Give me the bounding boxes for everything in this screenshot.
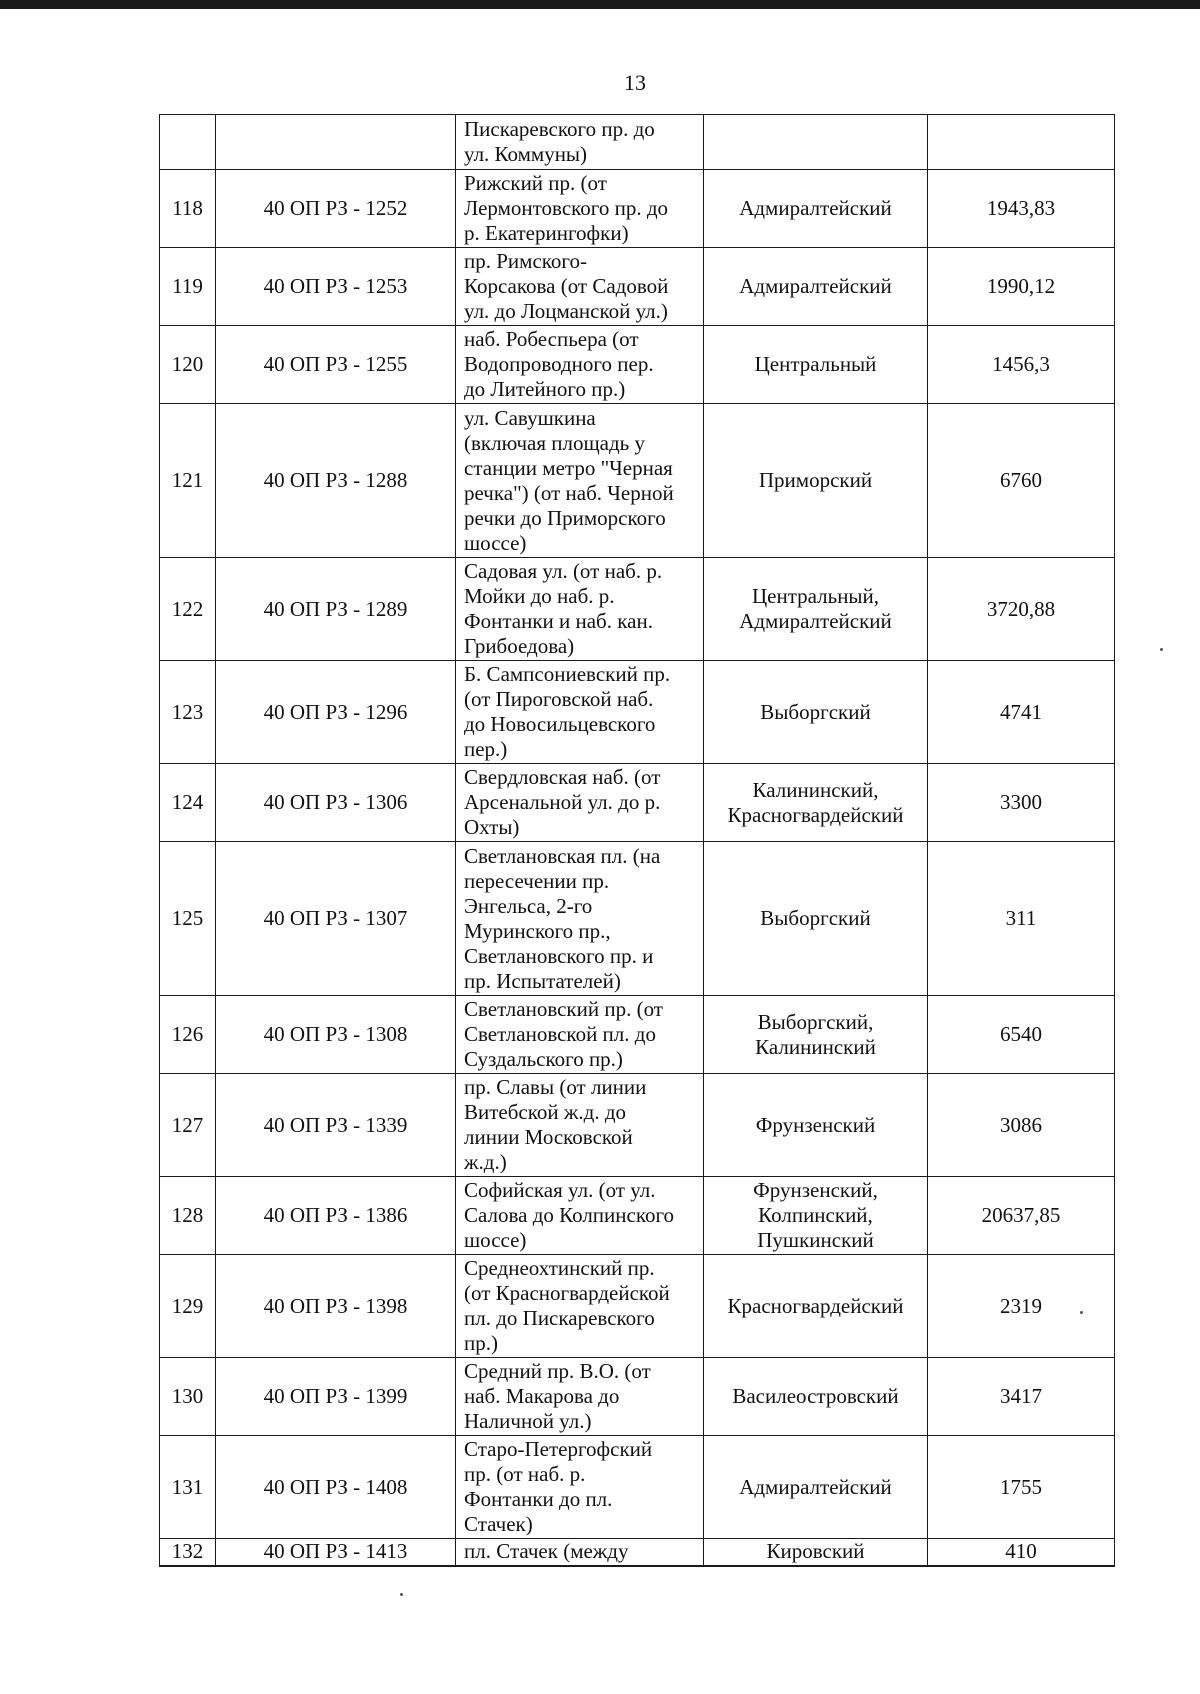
row-number: 130	[160, 1358, 216, 1436]
road-code: 40 ОП РЗ - 1413	[216, 1539, 456, 1566]
row-number: 131	[160, 1436, 216, 1539]
district	[704, 115, 928, 170]
road-code: 40 ОП РЗ - 1252	[216, 170, 456, 248]
row-number: 126	[160, 996, 216, 1074]
district: Фрунзенский	[704, 1074, 928, 1177]
road-code: 40 ОП РЗ - 1255	[216, 326, 456, 404]
road-length: 1990,12	[928, 248, 1115, 326]
roads-table	[159, 114, 1115, 1567]
table-row	[160, 764, 1115, 842]
road-length: 3720,88	[928, 558, 1115, 661]
table-row	[160, 326, 1115, 404]
row-number: 122	[160, 558, 216, 661]
road-name: Пискаревского пр. до ул. Коммуны)	[456, 115, 704, 170]
table-row	[160, 1177, 1115, 1255]
road-name: Рижский пр. (от Лермонтовского пр. до р. Екатерингофки)	[456, 170, 704, 248]
row-number: 132	[160, 1539, 216, 1566]
district: Выборгский	[704, 842, 928, 996]
district: Василеостровский	[704, 1358, 928, 1436]
district: Адмиралтейский	[704, 248, 928, 326]
road-length: 4741	[928, 661, 1115, 764]
road-name: Средний пр. В.О. (от наб. Макарова до Наличной ул.)	[456, 1358, 704, 1436]
road-length: 3086	[928, 1074, 1115, 1177]
row-number: 129	[160, 1255, 216, 1358]
district: Адмиралтейский	[704, 170, 928, 248]
district: Калининский, Красногвардейский	[704, 764, 928, 842]
road-name: Б. Сампсониевский пр. (от Пироговской наб. до Новосильцевского пер.)	[456, 661, 704, 764]
table-row	[160, 842, 1115, 996]
road-code: 40 ОП РЗ - 1296	[216, 661, 456, 764]
road-code: 40 ОП РЗ - 1289	[216, 558, 456, 661]
district: Выборгский, Калининский	[704, 996, 928, 1074]
road-code: 40 ОП РЗ - 1398	[216, 1255, 456, 1358]
district: Приморский	[704, 404, 928, 558]
road-code: 40 ОП РЗ - 1399	[216, 1358, 456, 1436]
page-number: 13	[624, 70, 646, 95]
table-row	[160, 1358, 1115, 1436]
table-row	[160, 248, 1115, 326]
road-code	[216, 115, 456, 170]
road-name: Свердловская наб. (от Арсенальной ул. до р. Охты)	[456, 764, 704, 842]
scan-speck	[1080, 1311, 1083, 1314]
road-length: 6760	[928, 404, 1115, 558]
road-length: 3417	[928, 1358, 1115, 1436]
row-number: 123	[160, 661, 216, 764]
road-length: 1943,83	[928, 170, 1115, 248]
road-length: 6540	[928, 996, 1115, 1074]
row-number: 119	[160, 248, 216, 326]
table-row	[160, 558, 1115, 661]
table-row	[160, 1074, 1115, 1177]
road-length: 311	[928, 842, 1115, 996]
row-number: 128	[160, 1177, 216, 1255]
road-name: пр. Славы (от линии Витебской ж.д. до линии Московской ж.д.)	[456, 1074, 704, 1177]
table-row	[160, 170, 1115, 248]
road-name: наб. Робеспьера (от Водопроводного пер. до Литейного пр.)	[456, 326, 704, 404]
table-row	[160, 404, 1115, 558]
district: Кировский	[704, 1539, 928, 1566]
row-number: 124	[160, 764, 216, 842]
road-name: Старо-Петергофский пр. (от наб. р. Фонтанки до пл. Стачек)	[456, 1436, 704, 1539]
scan-speck	[1160, 648, 1163, 651]
district: Центральный	[704, 326, 928, 404]
road-code: 40 ОП РЗ - 1253	[216, 248, 456, 326]
road-name: ул. Савушкина (включая площадь у станции метро "Черная речка") (от наб. Черной речки до Приморского шоссе)	[456, 404, 704, 558]
road-length: 1755	[928, 1436, 1115, 1539]
table-row	[160, 1255, 1115, 1358]
road-length: 20637,85	[928, 1177, 1115, 1255]
scan-top-edge	[0, 0, 1200, 9]
district: Выборгский	[704, 661, 928, 764]
road-name: Садовая ул. (от наб. р. Мойки до наб. р. Фонтанки и наб. кан. Грибоедова)	[456, 558, 704, 661]
row-number: 121	[160, 404, 216, 558]
road-code: 40 ОП РЗ - 1308	[216, 996, 456, 1074]
district: Центральный, Адмиралтейский	[704, 558, 928, 661]
road-length: 410	[928, 1539, 1115, 1566]
road-code: 40 ОП РЗ - 1307	[216, 842, 456, 996]
road-name: Светлановская пл. (на пересечении пр. Энгельса, 2-го Муринского пр., Светлановского пр. и пр. Испытателей)	[456, 842, 704, 996]
road-name: пл. Стачек (между	[456, 1539, 704, 1566]
row-number: 118	[160, 170, 216, 248]
district: Фрунзенский, Колпинский, Пушкинский	[704, 1177, 928, 1255]
road-code: 40 ОП РЗ - 1306	[216, 764, 456, 842]
table-row	[160, 661, 1115, 764]
row-number: 127	[160, 1074, 216, 1177]
road-length: 3300	[928, 764, 1115, 842]
table-row	[160, 1436, 1115, 1539]
road-code: 40 ОП РЗ - 1288	[216, 404, 456, 558]
row-number: 125	[160, 842, 216, 996]
road-length: 2319	[928, 1255, 1115, 1358]
row-number	[160, 115, 216, 170]
road-code: 40 ОП РЗ - 1408	[216, 1436, 456, 1539]
road-name: Софийская ул. (от ул. Салова до Колпинского шоссе)	[456, 1177, 704, 1255]
table-row	[160, 1539, 1115, 1566]
road-code: 40 ОП РЗ - 1339	[216, 1074, 456, 1177]
district: Красногвардейский	[704, 1255, 928, 1358]
road-name: Светлановский пр. (от Светлановской пл. до Суздальского пр.)	[456, 996, 704, 1074]
road-name: Среднеохтинский пр. (от Красногвардейской пл. до Пискаревского пр.)	[456, 1255, 704, 1358]
district: Адмиралтейский	[704, 1436, 928, 1539]
scan-speck	[400, 1593, 403, 1596]
row-number: 120	[160, 326, 216, 404]
road-length: 1456,3	[928, 326, 1115, 404]
table-row	[160, 996, 1115, 1074]
road-name: пр. Римского- Корсакова (от Садовой ул. до Лоцманской ул.)	[456, 248, 704, 326]
road-length	[928, 115, 1115, 170]
road-code: 40 ОП РЗ - 1386	[216, 1177, 456, 1255]
table-row	[160, 115, 1115, 170]
